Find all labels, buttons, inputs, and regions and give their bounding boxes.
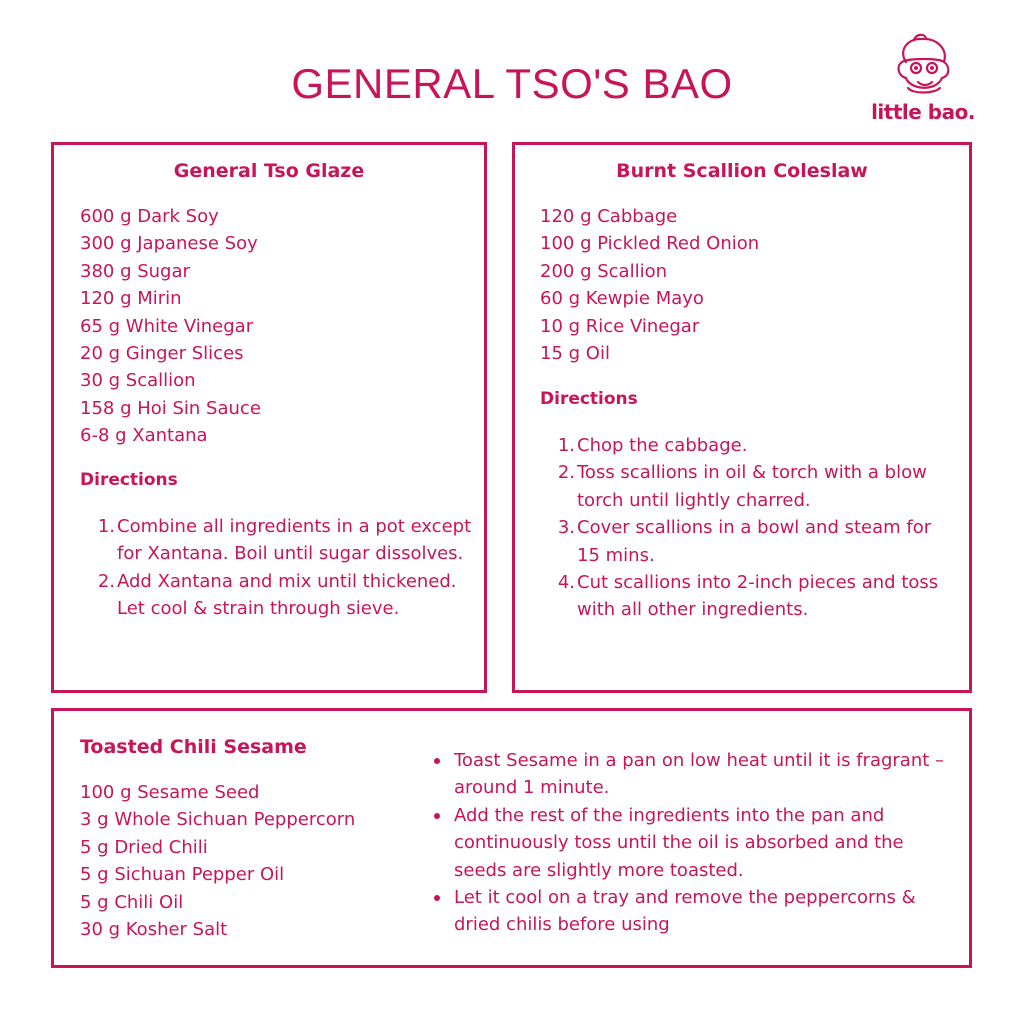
direction-step	[543, 514, 943, 569]
ingredient-item: 600 g Dark Soy	[80, 206, 219, 227]
bullet-step	[430, 884, 950, 939]
ingredient-item: 158 g Hoi Sin Sauce	[80, 397, 261, 419]
glaze-directions-list	[83, 513, 473, 623]
bullet-icon	[434, 895, 440, 901]
ingredient-item: 380 g Sugar	[80, 260, 190, 282]
direction-step	[83, 568, 473, 623]
ingredient-item: 60 g Kewpie Mayo	[540, 288, 704, 310]
direction-step	[543, 432, 943, 459]
sesame-card	[51, 708, 972, 968]
bullet-step	[430, 802, 950, 884]
ingredient-item: 200 g Scallion	[540, 260, 668, 282]
step-number: 4.	[557, 572, 575, 594]
ingredient-item: 3 g Whole Sichuan Peppercorn	[80, 809, 356, 831]
step-text: Cut scallions into 2-inch pieces and toss with all other ingredients.	[577, 572, 939, 621]
sesame-title: Toasted Chili Sesame	[80, 736, 307, 758]
brand-logo	[868, 32, 978, 127]
ingredient-item: 5 g Chili Oil	[80, 891, 184, 913]
ingredient-item: 10 g Rice Vinegar	[540, 315, 700, 337]
coleslaw-card	[512, 142, 972, 693]
step-number: 1.	[557, 435, 575, 456]
step-number: 2.	[97, 570, 115, 592]
glaze-ingredient-list	[80, 203, 261, 450]
brand-logo-text: little bao.	[871, 100, 975, 124]
bullet-icon	[434, 813, 440, 819]
step-text: Toast Sesame in a pan on low heat until it is fragrant – around 1 minute.	[454, 750, 945, 799]
ingredient-item: 120 g Cabbage	[540, 206, 678, 227]
step-number: 1.	[97, 516, 115, 537]
sesame-ingredient-list	[80, 779, 355, 943]
step-text: Combine all ingredients in a pot except for Xantana. Boil until sugar dissolves.	[117, 516, 472, 565]
ingredient-item: 30 g Scallion	[80, 370, 196, 392]
glaze-title: General Tso Glaze	[173, 160, 365, 182]
ingredient-item: 5 g Sichuan Pepper Oil	[80, 864, 285, 886]
ingredient-item: 100 g Sesame Seed	[80, 782, 260, 803]
page-title: GENERAL TSO'S BAO	[291, 60, 733, 107]
step-text: Cover scallions in a bowl and steam for 15 mins.	[577, 517, 932, 566]
ingredient-item: 20 g Ginger Slices	[80, 343, 244, 365]
coleslaw-ingredient-list	[540, 203, 759, 367]
ingredient-item: 120 g Mirin	[80, 288, 182, 310]
ingredient-item: 5 g Dried Chili	[80, 836, 208, 858]
step-text: Let it cool on a tray and remove the peppercorns & dried chilis before using	[454, 887, 916, 936]
bullet-step	[430, 747, 950, 802]
glaze-card	[51, 142, 487, 693]
coleslaw-directions-list	[543, 432, 943, 624]
ingredient-item: 30 g Kosher Salt	[80, 919, 228, 941]
mascot-icon	[888, 32, 958, 100]
ingredient-item: 15 g Oil	[540, 343, 610, 365]
ingredient-item: 100 g Pickled Red Onion	[540, 233, 760, 255]
coleslaw-directions-title: Directions	[540, 389, 638, 409]
direction-step	[83, 513, 473, 568]
step-text: Chop the cabbage.	[577, 435, 748, 456]
step-number: 3.	[557, 517, 575, 539]
step-number: 2.	[557, 462, 575, 484]
step-text: Toss scallions in oil & torch with a blow torch until lightly charred.	[577, 462, 927, 511]
glaze-directions-title: Directions	[80, 470, 178, 490]
step-text: Add the rest of the ingredients into the pan and continuously toss until the oil is absorbed and the seeds are slightly more toasted.	[454, 804, 904, 881]
bullet-icon	[434, 758, 440, 764]
sesame-steps-list	[430, 747, 950, 939]
ingredient-item: 300 g Japanese Soy	[80, 233, 258, 255]
ingredient-item: 6-8 g Xantana	[80, 425, 208, 447]
direction-step	[543, 569, 943, 624]
step-text: Add Xantana and mix until thickened. Let cool & strain through sieve.	[117, 570, 457, 620]
coleslaw-title: Burnt Scallion Coleslaw	[616, 160, 868, 182]
ingredient-item: 65 g White Vinegar	[80, 315, 254, 337]
direction-step	[543, 459, 943, 514]
